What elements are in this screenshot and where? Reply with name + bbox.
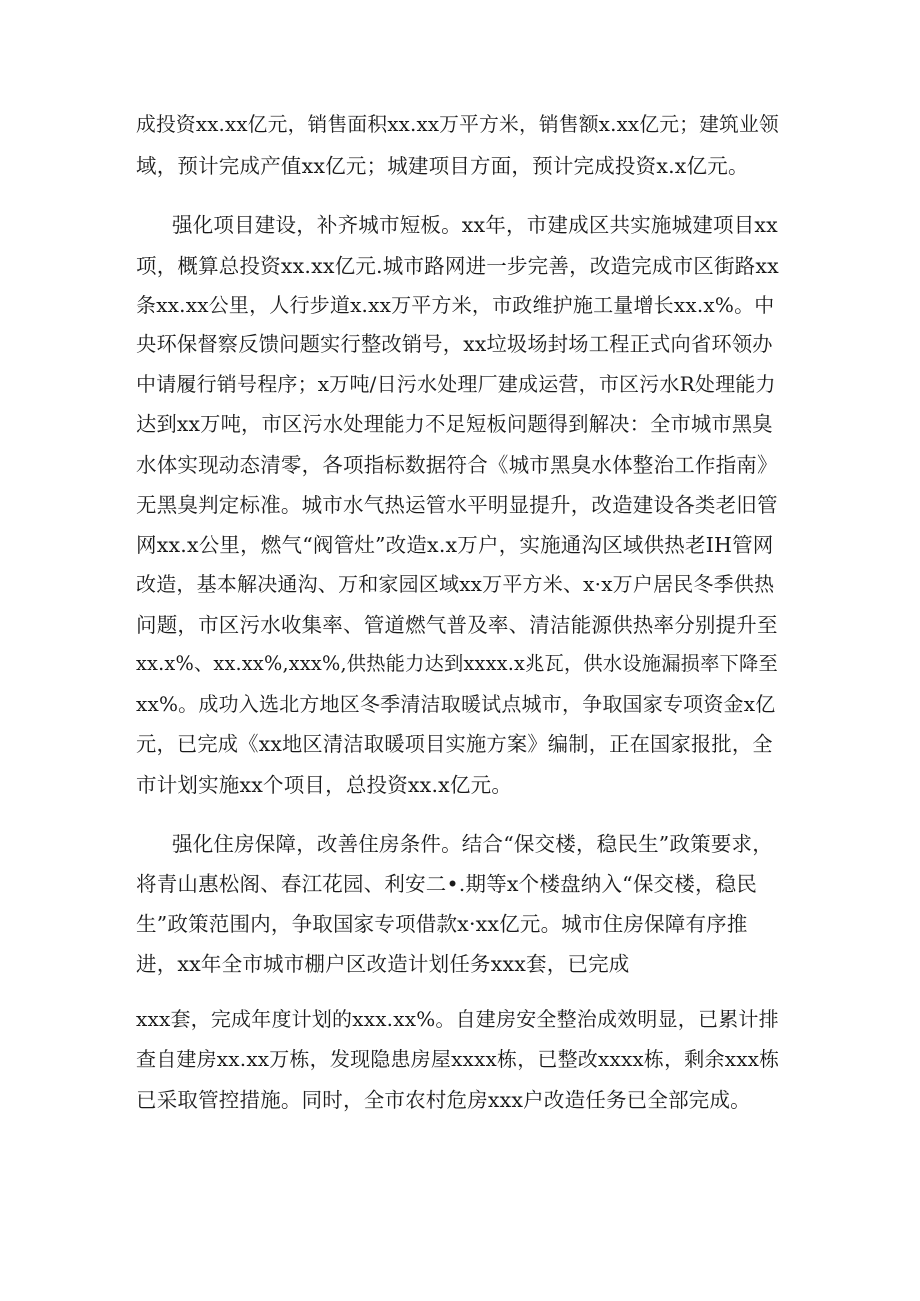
paragraph-line: xx.x%、xx.xx%,xxx%,供热能力达到xxxx.x兆瓦，供水设施漏损率下降至 (136, 652, 778, 675)
paragraph-line: 水体实现动态清零，各项指标数据符合《城市黑臭水体整治工作指南》 (136, 453, 778, 477)
paragraph-line: 已采取管控措施。同时，全市农村危房xxx户改造任务已全部完成。 (136, 1088, 751, 1112)
paragraph-line: 市计划实施xx个项目，总投资xx.x亿元。 (136, 773, 513, 797)
paragraph-line: 问题，市区污水收集率、管道燃气普及率、清洁能源供热率分别提升至 (136, 613, 778, 637)
paragraph-line: 域，预计完成产值xx亿元；城建项目方面，预计完成投资x.x亿元。 (136, 154, 749, 178)
paragraph-line: 中请履行销号程序；x万吨/日污水处理厂建成运营，市区污水R处理能力 (136, 372, 776, 396)
paragraph-line: 生”政策范围内，争取国家专项借款x·xx亿元。城市住房保障有序推 (136, 912, 748, 936)
paragraph-line: 网xx.x公里，燃气“阀管灶”改造x.x万户，实施通沟区域供热老IH管网 (136, 533, 774, 557)
paragraph-line: xx%。成功入选北方地区冬季清洁取暖试点城市，争取国家专项资金x亿 (136, 692, 776, 716)
paragraph-line: 条xx.xx公里，人行步道x.xx万平方米，市政维护施工量增长xx.x%。中 (136, 293, 775, 317)
paragraph-line: 将青山惠松阁、春江花园、利安二•.期等x个楼盘纳入“保交楼，稳民 (136, 872, 758, 896)
paragraph-line: 改造，基本解决通沟、万和家园区域xx万平方米、x·x万户居民冬季供热 (136, 572, 775, 596)
paragraph-line: 查自建房xx.xx万栋，发现隐患房屋xxxx栋，已整改xxxx栋，剩余xxx栋 (136, 1047, 780, 1071)
paragraph-line: 项，概算总投资xx.xx亿元.城市路网进一步完善，改造完成市区街路xx (136, 254, 779, 278)
paragraph-line: 强化住房保障，改善住房条件。结合“保交楼，稳民生”政策要求， (172, 832, 773, 856)
paragraph-line: 进，xx年全市城市棚户区改造计划任务xxx套，已完成 (136, 952, 630, 976)
paragraph-line: 央环保督察反馈问题实行整改销号，xx垃圾场封场工程正式向省环领办 (136, 332, 773, 356)
paragraph-line: 强化项目建设，补齐城市短板。xx年，市建成区共实施城建项目xx (172, 213, 778, 237)
paragraph-line: 成投资xx.xx亿元，销售面积xx.xx万平方米，销售额x.xx亿元；建筑业领 (136, 113, 779, 136)
paragraph-line: xxx套，完成年度计划的xxx.xx%。自建房安全整治成效明显，已累计排 (136, 1007, 779, 1031)
paragraph-line: 无黑臭判定标准。城市水气热运管水平明显提升，改造建设各类老旧管 (136, 493, 778, 517)
paragraph-line: 元，已完成《xx地区清洁取暖项目实施方案》编制，正在国家报批，全 (136, 732, 773, 756)
paragraph-line: 达到xx万吨，市区污水处理能力不足短板问题得到解决：全市城市黑臭 (136, 412, 773, 436)
